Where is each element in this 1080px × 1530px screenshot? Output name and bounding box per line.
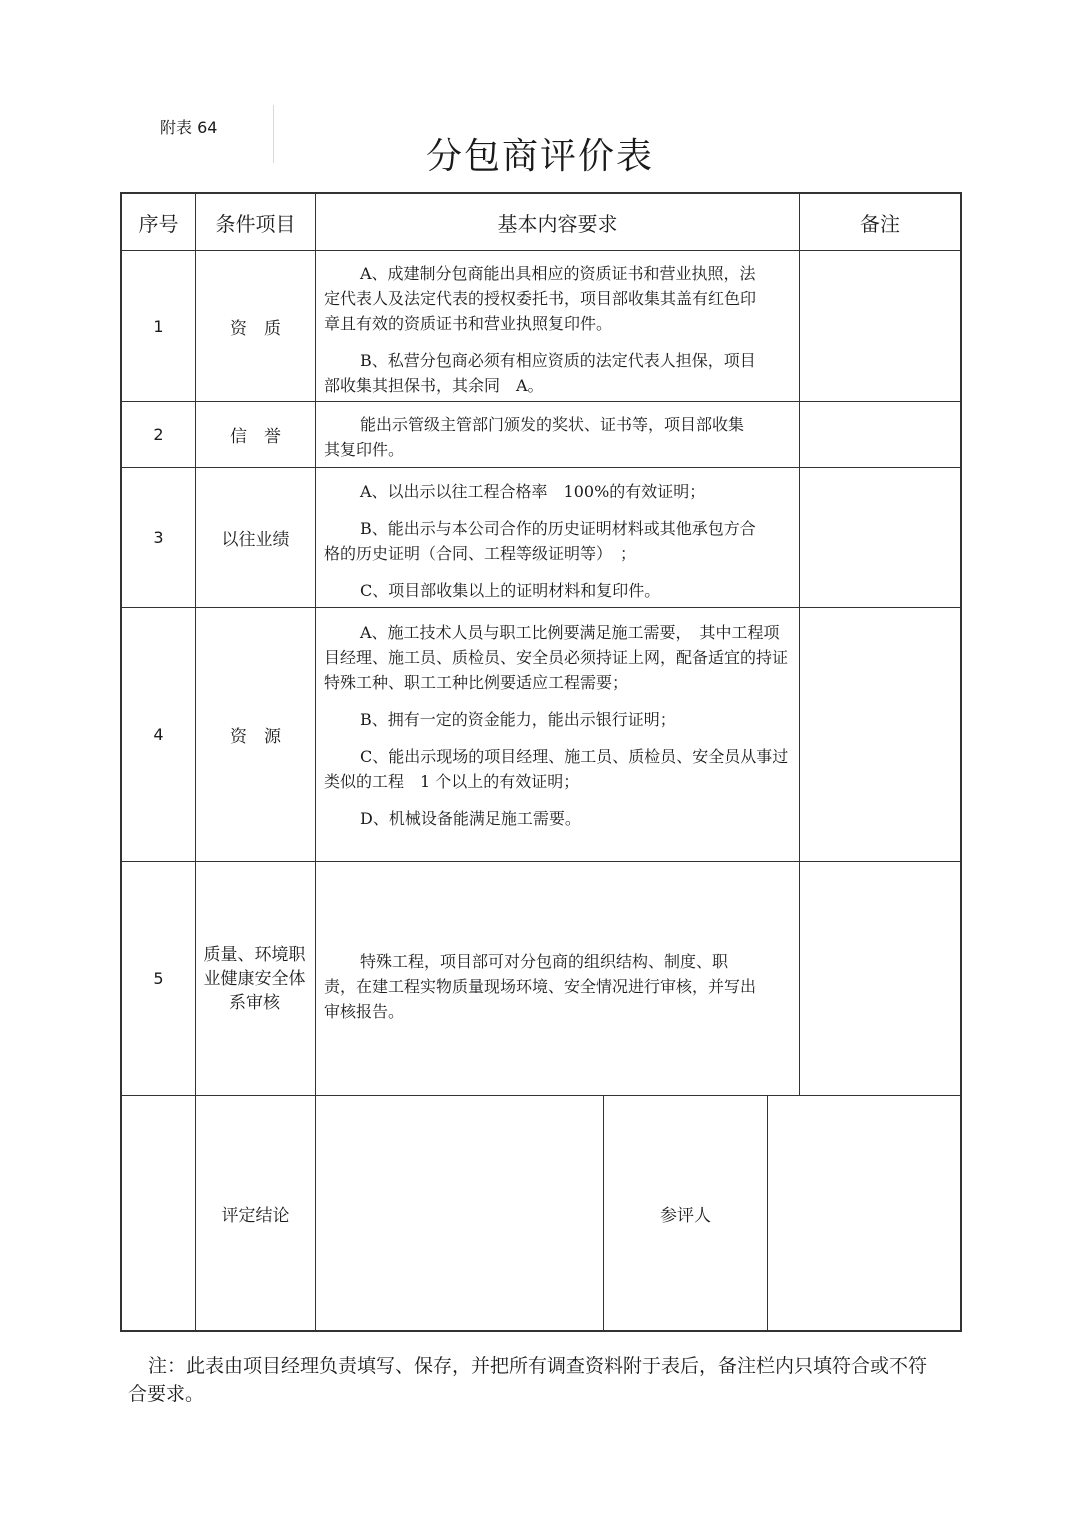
row-seq: 4: [153, 725, 164, 744]
footnote: 注：此表由项目经理负责填写、保存，并把所有调查资料附于表后，备注栏内只填符合或不符合要求。: [128, 1355, 928, 1405]
row-content: [324, 949, 756, 1024]
conclusion-field[interactable]: [316, 1096, 603, 1330]
header-content: 基本内容要求: [497, 211, 618, 236]
content-paragraph: A、施工技术人员与职工比例要满足施工需要， 其中工程项目经理、施工员、质检员、安全员必须持证上网，配备适宜的持证特殊工种、职工工种比例要适应工程需要；: [324, 623, 789, 692]
row-item: 资 质: [230, 318, 281, 339]
conclusion-label: 评定结论: [221, 1205, 290, 1226]
header-seq: 序号: [138, 211, 179, 236]
header-item: 条件项目: [215, 211, 296, 236]
content-paragraph: C、项目部收集以上的证明材料和复印件。: [360, 581, 661, 600]
reviewer-field[interactable]: [768, 1096, 960, 1330]
header-remark: 备注: [860, 211, 900, 236]
appendix-label: 附表 64: [160, 118, 218, 137]
page-title: 分包商评价表: [425, 136, 654, 177]
row-content: [324, 412, 756, 462]
col-divider: [799, 194, 800, 1096]
row-seq: 1: [153, 316, 164, 336]
row-item: 资 源: [230, 727, 281, 747]
content-paragraph: 特殊工程，项目部可对分包商的组织结构、制度、职责，在建工程实物质量现场环境、安全情况进行审核，并写出审核报告。: [324, 952, 757, 1021]
content-paragraph: A、成建制分包商能出具相应的资质证书和营业执照，法定代表人及法定代表的授权委托书，项目部收集其盖有红色印章且有效的资质证书和营业执照复印件。: [324, 264, 757, 333]
row-content: [324, 620, 790, 831]
row-seq: 3: [153, 528, 164, 547]
content-paragraph: B、拥有一定的资金能力，能出示银行证明；: [360, 710, 676, 729]
evaluation-table: [120, 192, 962, 1332]
row-item: 信 誉: [230, 427, 281, 447]
row-seq: 2: [153, 425, 164, 444]
row-content: [324, 479, 764, 603]
content-paragraph: D、机械设备能满足施工需要。: [360, 809, 581, 828]
row-item: 以往业绩: [221, 530, 290, 550]
reviewer-label: 参评人: [660, 1205, 711, 1226]
content-paragraph: B、私营分包商必须有相应资质的法定代表人担保，项目部收集其担保书，其余同 A。: [324, 351, 756, 395]
row-seq: 5: [153, 969, 164, 988]
row-item: 质量、环境职业健康安全体系审核: [203, 944, 306, 1013]
content-paragraph: B、能出示与本公司合作的历史证明材料或其他承包方合格的历史证明（合同、工程等级证明等） ；: [324, 519, 756, 563]
content-paragraph: 能出示管级主管部门颁发的奖状、证书等，项目部收集其复印件。: [324, 415, 745, 459]
row-content: [324, 261, 756, 398]
content-paragraph: A、以出示以往工程合格率 100%的有效证明；: [360, 482, 706, 501]
content-paragraph: C、能出示现场的项目经理、施工员、质检员、安全员从事过类似的工程 1 个以上的有效证明；: [324, 747, 789, 791]
